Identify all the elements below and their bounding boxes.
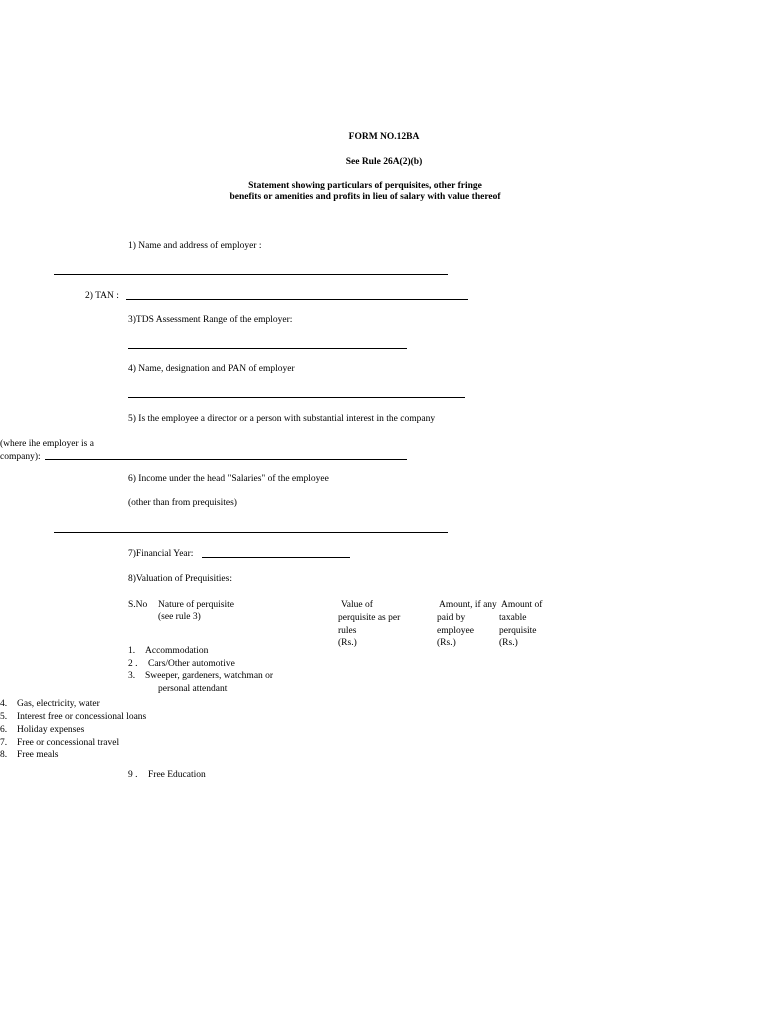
item-2-text: Cars/Other automotive	[148, 659, 235, 669]
col-header-taxable-3: perquisite	[499, 626, 537, 636]
field-tan-label: 2) TAN :	[85, 291, 119, 301]
item-7-number: 7.	[0, 738, 8, 748]
item-6-text: Holiday expenses	[17, 725, 85, 735]
tan-line[interactable]	[126, 299, 468, 300]
form-rule: See Rule 26A(2)(b)	[345, 157, 423, 167]
financial-year-line[interactable]	[202, 557, 350, 558]
field-salary-income-note: (other than from prequisites)	[128, 498, 237, 508]
col-header-amount-2: paid by	[437, 613, 466, 623]
item-4-text: Gas, electricity, water	[17, 699, 100, 709]
item-6-number: 6.	[0, 725, 8, 735]
salary-income-line[interactable]	[54, 532, 448, 533]
col-header-amount-3: employee	[437, 626, 474, 636]
item-7-text: Free or concessional travel	[17, 738, 120, 748]
form-subtitle-line2: benefits or amenities and profits in lieu of salary with value thereof	[229, 192, 501, 202]
col-header-nature-2: (see rule 3)	[158, 612, 201, 622]
col-header-value-1: Value of	[341, 600, 373, 610]
field-director-label: 5) Is the employee a director or a person with substantial interest in the company	[128, 414, 436, 424]
field-employer-name-label: 1) Name and address of employer :	[128, 241, 262, 251]
item-9-text: Free Education	[148, 770, 206, 780]
col-header-value-3: rules	[338, 626, 357, 636]
field-director-note-line1: (where ihe employer is a	[0, 439, 94, 449]
col-header-value-4: (Rs.)	[338, 638, 357, 648]
item-3-number: 3.	[128, 671, 136, 681]
item-3-text-cont: personal attendant	[158, 684, 228, 694]
employer-name-line[interactable]	[54, 274, 448, 275]
item-1-number: 1.	[128, 646, 136, 656]
item-2-number: 2 .	[128, 659, 138, 669]
field-salary-income-label: 6) Income under the head "Salaries" of the employee	[128, 474, 329, 484]
form-title: FORM NO.12BA	[348, 132, 420, 142]
col-header-nature-1: Nature of perquisite	[158, 600, 234, 610]
col-header-value-2: perquisite as per	[338, 613, 401, 623]
item-9-number: 9 .	[128, 770, 138, 780]
field-valuation-label: 8)Valuation of Prequisities:	[128, 574, 232, 584]
col-header-taxable-1: Amount of	[501, 600, 543, 610]
item-4-number: 4.	[0, 699, 8, 709]
col-header-sno: S.No	[128, 600, 148, 610]
field-director-note-line2: company):	[0, 452, 41, 462]
field-tds-range-label: 3)TDS Assessment Range of the employer:	[128, 315, 293, 325]
item-5-text: Interest free or concessional loans	[17, 712, 147, 722]
col-header-amount-1: Amount, if any	[439, 600, 497, 610]
field-employer-pan-label: 4) Name, designation and PAN of employer	[128, 364, 295, 374]
director-line[interactable]	[45, 459, 407, 460]
item-1-text: Accommodation	[145, 646, 209, 656]
form-subtitle-line1: Statement showing particulars of perquisites, other fringe	[248, 181, 482, 191]
tds-range-line[interactable]	[128, 348, 407, 349]
item-8-number: 8.	[0, 750, 8, 760]
item-3-text: Sweeper, gardeners, watchman or	[145, 671, 274, 681]
col-header-amount-4: (Rs.)	[437, 638, 456, 648]
col-header-taxable-4: (Rs.)	[499, 638, 518, 648]
employer-pan-line[interactable]	[128, 397, 465, 398]
item-8-text: Free meals	[17, 750, 59, 760]
field-financial-year-label: 7)Financial Year:	[128, 549, 194, 559]
col-header-taxable-2: taxable	[499, 613, 527, 623]
item-5-number: 5.	[0, 712, 8, 722]
